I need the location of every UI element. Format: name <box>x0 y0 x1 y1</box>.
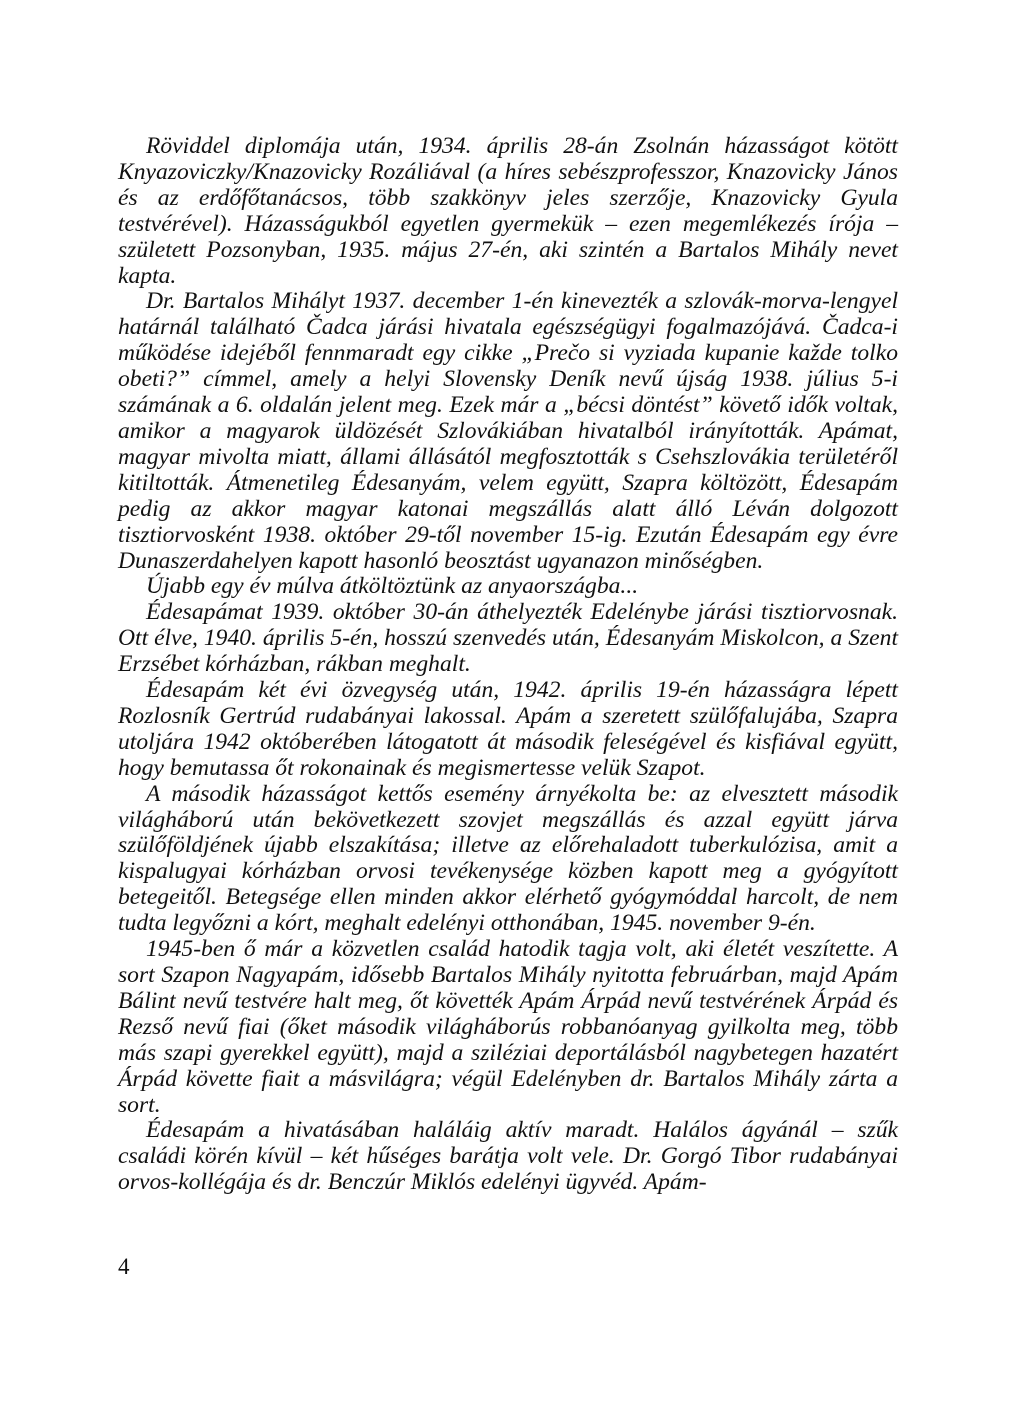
paragraph-illness-death: A második házasságot kettős esemény árnyékolta be: az elvesztett második világháború után bekövetkezett szovjet megszállás és azzal együtt járva szülőföldjének újabb elszakítása; illetve az előrehaladott tuberkulózisa, amit a kispalugyai kórházban orvosi tevékenysége közben kapott meg a gyógyított betegeitől. Betegsége ellen minden akkor elérhető gyógymóddal harcolt, de nem tudta legyőzni a kórt, meghalt edelényi otthonában, 1945. november 9-én. <box>118 780 898 937</box>
paragraph-deathbed: Édesapám a hivatásában haláláig aktív maradt. Halálos ágyánál – szűk családi körén kívül – két hűséges barátja volt vele. Dr. Gorgó Tibor rudabányai orvos-kollégája és dr. Benczúr Miklós edelényi ügyvéd. Apám- <box>118 1117 898 1196</box>
body-text <box>118 134 898 1196</box>
paragraph-second-marriage: Édesapám két évi özvegység után, 1942. április 19-én házasságra lépett Rozlosník Gertrúd rudabányai lakossal. Apám a szeretett szülőfalujába, Szapra utoljára 1942 októberében látogatott át második feleségével és kisfiával együtt, hogy bemutassa őt rokonainak és megismertesse velük Szapot. <box>118 677 898 781</box>
paragraph-move-to-motherland: Újabb egy év múlva átköltöztünk az anyaországba... <box>146 573 639 600</box>
paragraph-family-losses-1945: 1945-ben ő már a közvetlen család hatodik tagja volt, aki életét veszítette. A sort Szapon Nagyapám, idősebb Bartalos Mihály nyitotta februárban, majd Apám Bálint nevű testvére halt meg, őt követték Apám Árpád nevű testvérének Árpád és Rezső nevű fiai (őket második világháborús robbanóanyag gyilkolta meg, több más szapi gyerekkel együtt), majd a sziléziai deportálásból nagybetegen hazatért Árpád követte fiait a másvilágra; végül Edelényben dr. Bartalos Mihály zárta a sort. <box>118 936 898 1118</box>
paragraph-cadca-appointment: Dr. Bartalos Mihályt 1937. december 1-én kinevezték a szlovák-morva-lengyel határnál található Čadca járási hivatala egészségügyi fogalmazójává. Čadca-i működése idejéből fennmaradt egy cikke „Prečo si vyziada kupanie každe tolko obeti?” címmel, amely a helyi Slovensky Deník nevű újság 1938. július 5-i számának a 6. oldalán jelent meg. Ezek már a „bécsi döntést” követő idők voltak, amikor a magyarok üldözését Szlovákiában hivatalból irányították. Apámat, magyar mivolta miatt, állami állásától megfosztották s Csehszlovákia területéről kitiltották. Átmenetileg Édesanyám, velem együtt, Szapra költözött, Édesapám pedig az akkor magyar katonai megszállás alatt álló Léván dolgozott tisztiorvosként 1938. október 29-től november 15-ig. Ezután Édesapám egy évre Dunaszerdahelyen kapott hasonló beosztást ugyanazon minőségben. <box>118 288 898 574</box>
page-number: 4 <box>118 1254 130 1279</box>
paragraph-marriage-1934: Röviddel diplomája után, 1934. április 28-án Zsolnán házasságot kötött Knyazoviczky/Knazovicky Rozáliával (a híres sebészprofesszor, Knazovicky János és az erdőfőtanácsos, több szakkönyv jeles szerzője, Knazovicky Gyula testvérével). Házasságukból egyetlen gyermekük – ezen megemlékezés írója – született Pozsonyban, 1935. május 27-én, aki szintén a Bartalos Mihály nevet kapta. <box>118 133 898 289</box>
paragraph-edeleny-transfer: Édesapámat 1939. október 30-án áthelyezték Edelénybe járási tisztiorvosnak. Ott élve, 1940. április 5-én, hosszú szenvedés után, Édesanyám Miskolcon, a Szent Erzsébet kórházban, rákban meghalt. <box>118 599 898 678</box>
